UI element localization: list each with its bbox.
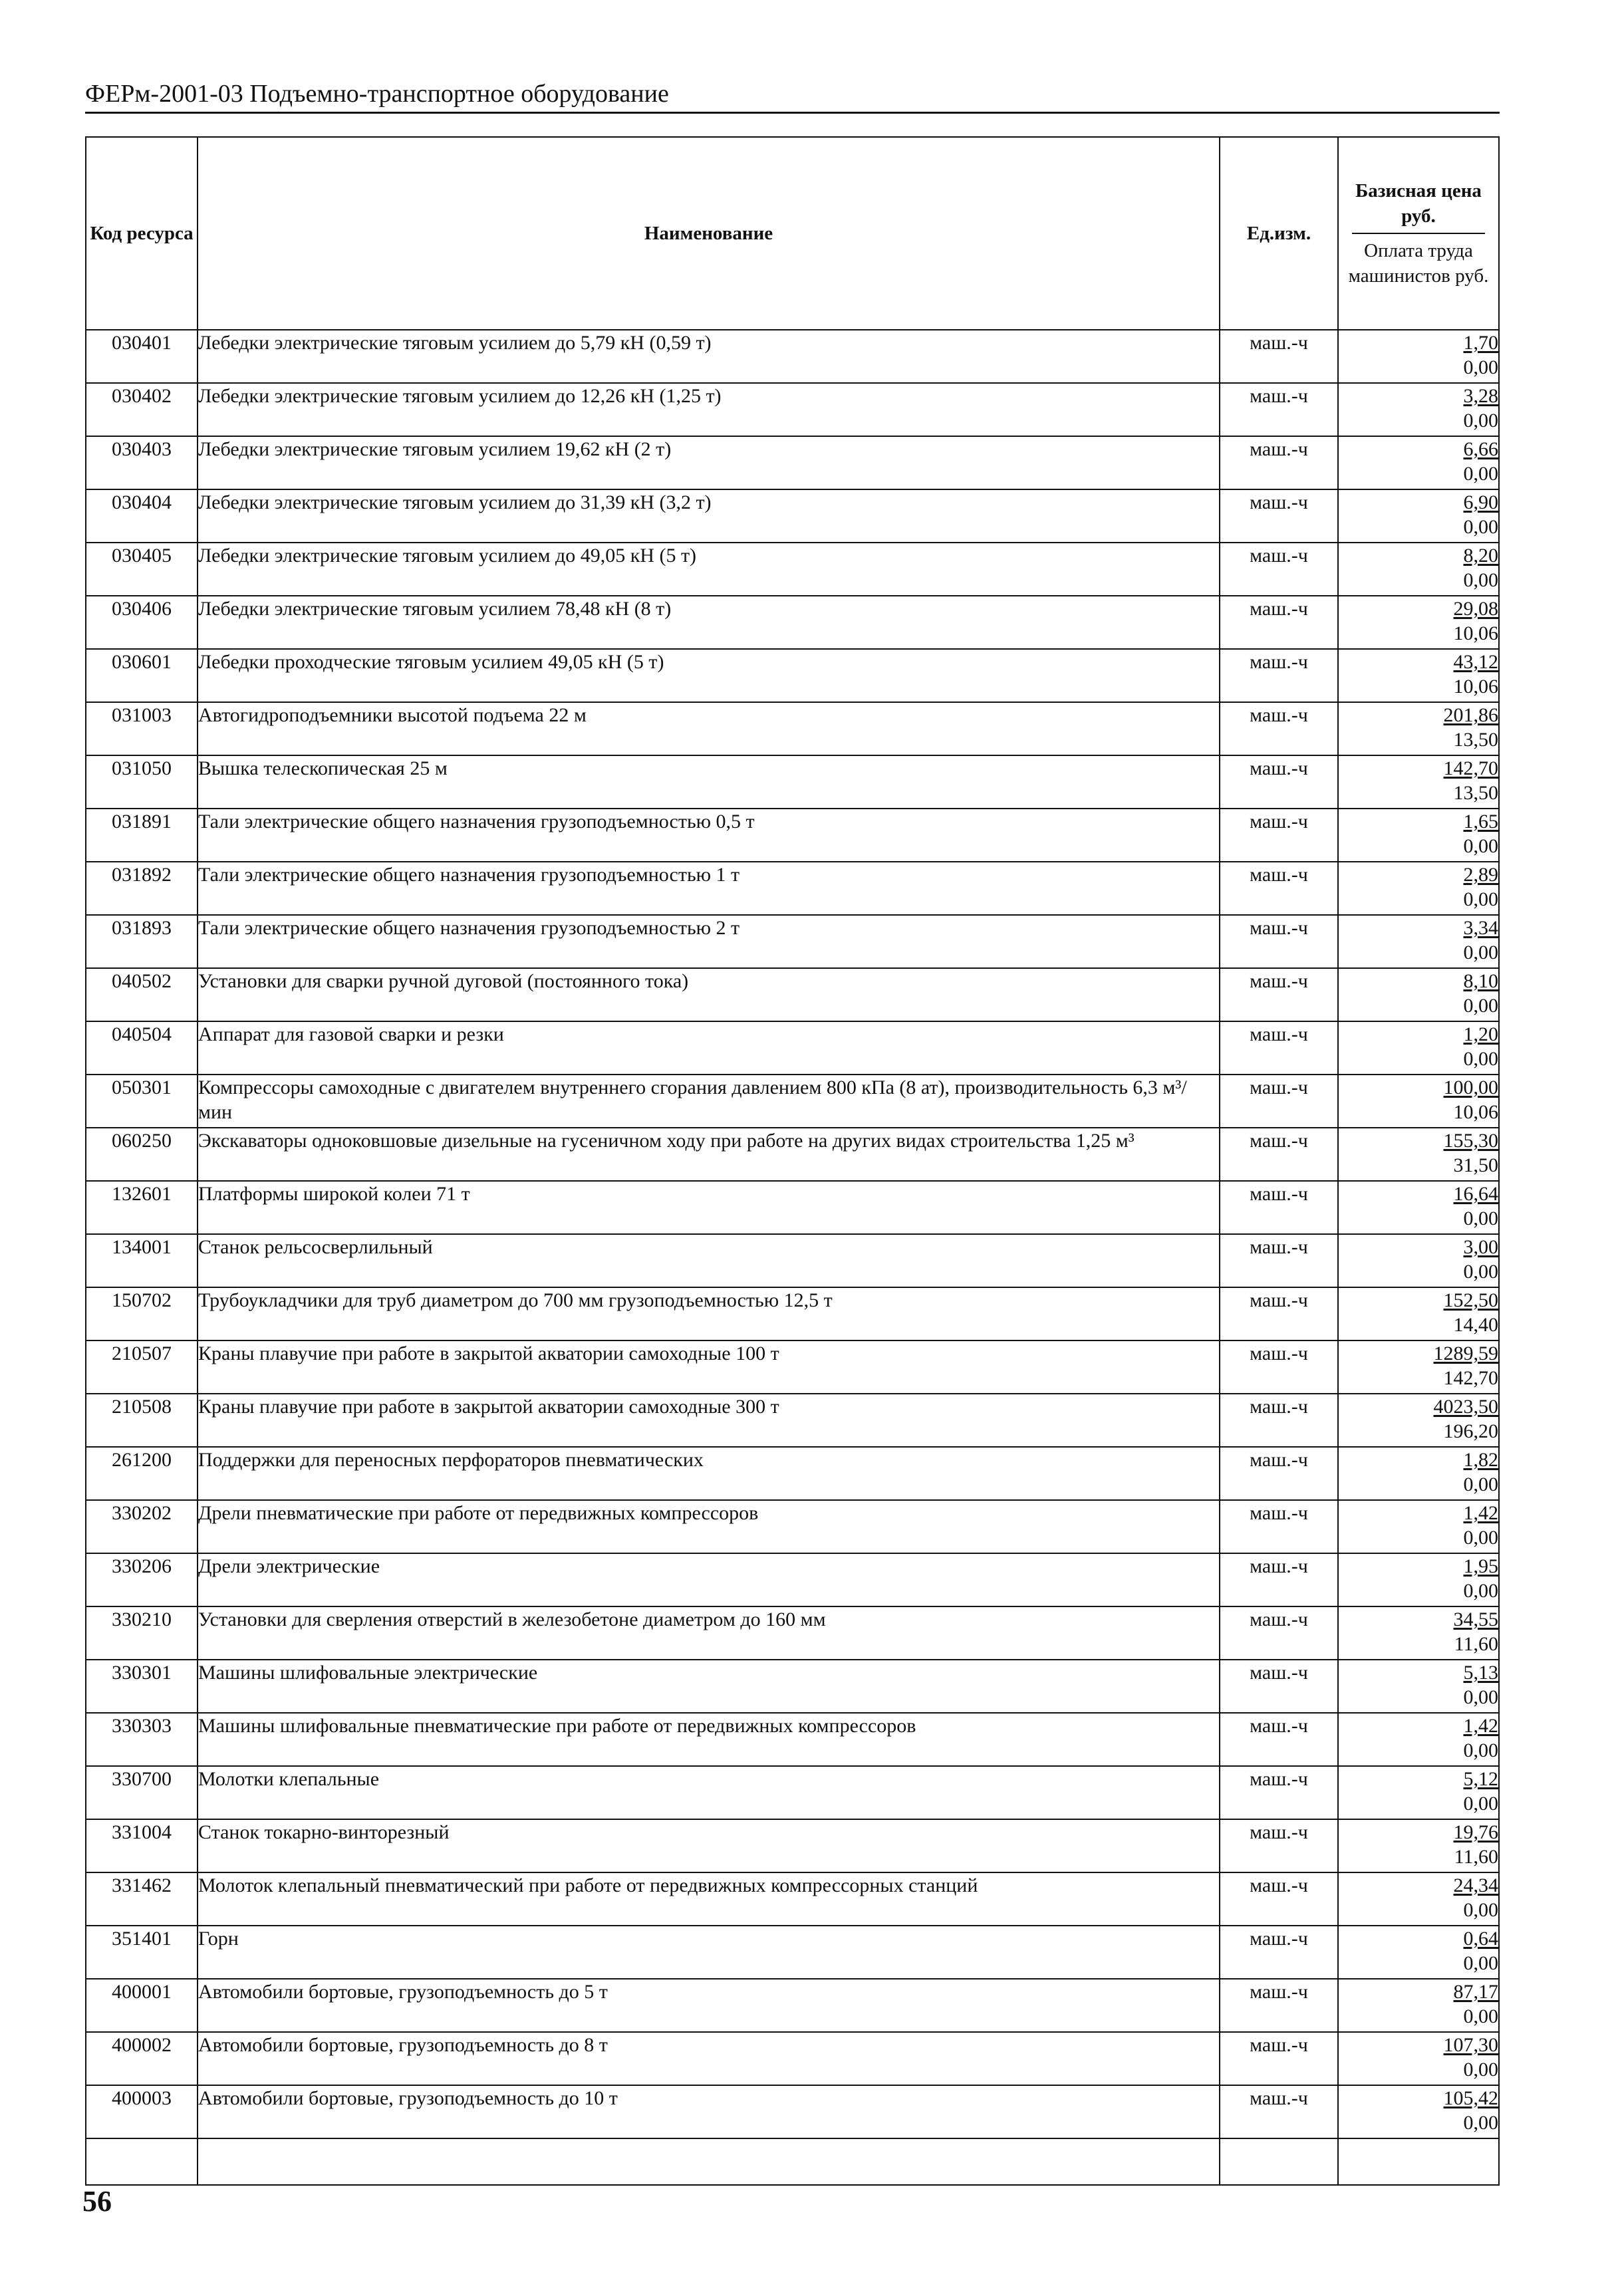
resource-price	[1338, 1606, 1499, 1660]
resource-unit: маш.-ч	[1220, 1553, 1338, 1606]
resource-code: 330206	[86, 1553, 198, 1606]
resource-name: Тали электрические общего назначения грузоподъемностью 2 т	[198, 915, 1220, 968]
resource-name: Тали электрические общего назначения грузоподъемностью 0,5 т	[198, 809, 1220, 862]
resource-code: 330202	[86, 1500, 198, 1553]
table-row	[86, 1234, 1499, 1287]
resource-price	[1338, 1500, 1499, 1553]
resource-unit: маш.-ч	[1220, 330, 1338, 383]
resource-unit: маш.-ч	[1220, 1819, 1338, 1872]
resource-unit: маш.-ч	[1220, 809, 1338, 862]
resource-price	[1338, 1979, 1499, 2032]
resource-code: 031892	[86, 862, 198, 915]
base-price: 155,30	[1443, 1130, 1498, 1152]
resource-code: 400001	[86, 1979, 198, 2032]
resource-unit: маш.-ч	[1220, 1181, 1338, 1234]
document-title: ФЕРм-2001-03 Подъемно-транспортное оборудование	[85, 80, 669, 108]
resource-code: 400002	[86, 2032, 198, 2085]
resource-unit: маш.-ч	[1220, 383, 1338, 436]
operator-labor-cost: 0,00	[1463, 1739, 1498, 1761]
resource-code: 030402	[86, 383, 198, 436]
operator-labor-cost: 142,70	[1443, 1367, 1498, 1389]
operator-labor-cost: 11,60	[1454, 1633, 1498, 1655]
resource-code: 040504	[86, 1021, 198, 1075]
resource-price	[1338, 1553, 1499, 1606]
base-price: 0,64	[1463, 1928, 1498, 1950]
resource-name: Тали электрические общего назначения грузоподъемностью 1 т	[198, 862, 1220, 915]
resource-code: 030401	[86, 330, 198, 383]
table-row	[86, 1181, 1499, 1234]
base-price: 1,42	[1463, 1502, 1498, 1524]
resource-code: 031050	[86, 755, 198, 809]
base-price: 6,66	[1463, 438, 1498, 460]
empty-cell	[1338, 2138, 1499, 2185]
base-price: 19,76	[1453, 1821, 1498, 1843]
resource-price	[1338, 809, 1499, 862]
resource-code: 330700	[86, 1766, 198, 1819]
resource-code: 134001	[86, 1234, 198, 1287]
resource-name: Лебедки электрические тяговым усилием 19,62 кН (2 т)	[198, 436, 1220, 489]
header-divider	[1352, 233, 1485, 234]
resource-name: Автомобили бортовые, грузоподъемность до 10 т	[198, 2085, 1220, 2138]
table-row	[86, 1500, 1499, 1553]
header-labor-cost: Оплата труда машинистов руб.	[1348, 240, 1489, 287]
resource-name: Лебедки электрические тяговым усилием до 49,05 кН (5 т)	[198, 543, 1220, 596]
resource-unit: маш.-ч	[1220, 1872, 1338, 1926]
table-row	[86, 1872, 1499, 1926]
base-price: 29,08	[1453, 598, 1498, 620]
resource-code: 351401	[86, 1926, 198, 1979]
table-row	[86, 1819, 1499, 1872]
empty-cell	[198, 2138, 1220, 2185]
table-row	[86, 1979, 1499, 2032]
base-price: 87,17	[1453, 1981, 1498, 2003]
resource-unit: маш.-ч	[1220, 489, 1338, 543]
resource-name: Дрели электрические	[198, 1553, 1220, 1606]
page-header	[85, 78, 1500, 114]
table-row	[86, 330, 1499, 383]
resource-price	[1338, 1713, 1499, 1766]
base-price: 8,10	[1463, 970, 1498, 992]
resource-name: Машины шлифовальные электрические	[198, 1660, 1220, 1713]
resource-price	[1338, 1766, 1499, 1819]
base-price: 1,65	[1463, 811, 1498, 832]
table-row	[86, 489, 1499, 543]
base-price: 34,55	[1453, 1608, 1498, 1630]
table-row	[86, 915, 1499, 968]
table-row	[86, 1394, 1499, 1447]
resource-price	[1338, 1021, 1499, 1075]
empty-cell	[1220, 2138, 1338, 2185]
base-price: 201,86	[1443, 704, 1498, 726]
resource-price	[1338, 1234, 1499, 1287]
operator-labor-cost: 0,00	[1463, 1952, 1498, 1974]
resource-code: 330303	[86, 1713, 198, 1766]
resource-price	[1338, 1287, 1499, 1340]
operator-labor-cost: 0,00	[1463, 1527, 1498, 1549]
base-price: 16,64	[1453, 1183, 1498, 1205]
resource-price	[1338, 330, 1499, 383]
resource-name: Платформы широкой колеи 71 т	[198, 1181, 1220, 1234]
resource-unit: маш.-ч	[1220, 1287, 1338, 1340]
operator-labor-cost: 196,20	[1443, 1420, 1498, 1442]
operator-labor-cost: 0,00	[1463, 356, 1498, 378]
resource-price	[1338, 1394, 1499, 1447]
resource-name: Горн	[198, 1926, 1220, 1979]
table-row	[86, 968, 1499, 1021]
table-row	[86, 862, 1499, 915]
base-price: 152,50	[1443, 1289, 1498, 1311]
resource-price	[1338, 755, 1499, 809]
base-price: 142,70	[1443, 757, 1498, 779]
resource-unit: маш.-ч	[1220, 702, 1338, 755]
operator-labor-cost: 0,00	[1463, 1793, 1498, 1815]
base-price: 3,34	[1463, 917, 1498, 939]
resource-name: Автомобили бортовые, грузоподъемность до 8 т	[198, 2032, 1220, 2085]
header-price	[1338, 137, 1499, 330]
resource-name: Компрессоры самоходные с двигателем внутреннего сгорания давлением 800 кПа (8 ат), производительность 6,3 м³/мин	[198, 1075, 1220, 1128]
resource-name: Станок токарно-винторезный	[198, 1819, 1220, 1872]
operator-labor-cost: 0,00	[1463, 569, 1498, 591]
table-row	[86, 649, 1499, 702]
table-row	[86, 1287, 1499, 1340]
operator-labor-cost: 0,00	[1463, 463, 1498, 485]
resource-name: Краны плавучие при работе в закрытой акватории самоходные 300 т	[198, 1394, 1220, 1447]
table-row	[86, 1660, 1499, 1713]
resource-unit: маш.-ч	[1220, 436, 1338, 489]
table-header-row	[86, 137, 1499, 330]
resource-code: 030601	[86, 649, 198, 702]
resource-price	[1338, 862, 1499, 915]
resource-unit: маш.-ч	[1220, 596, 1338, 649]
base-price: 105,42	[1443, 2087, 1498, 2109]
base-price: 1,82	[1463, 1449, 1498, 1471]
table-row	[86, 1766, 1499, 1819]
operator-labor-cost: 0,00	[1463, 1261, 1498, 1283]
resource-code: 031893	[86, 915, 198, 968]
operator-labor-cost: 0,00	[1463, 835, 1498, 857]
operator-labor-cost: 0,00	[1463, 410, 1498, 432]
resource-name: Вышка телескопическая 25 м	[198, 755, 1220, 809]
base-price: 1,70	[1463, 332, 1498, 354]
table-row	[86, 1075, 1499, 1128]
operator-labor-cost: 13,50	[1453, 729, 1498, 751]
table-filler-row	[86, 2138, 1499, 2185]
resource-code: 330301	[86, 1660, 198, 1713]
resource-name: Молотки клепальные	[198, 1766, 1220, 1819]
resource-unit: маш.-ч	[1220, 1394, 1338, 1447]
resource-unit: маш.-ч	[1220, 1500, 1338, 1553]
resource-unit: маш.-ч	[1220, 1340, 1338, 1394]
operator-labor-cost: 14,40	[1453, 1314, 1498, 1336]
table-row	[86, 1340, 1499, 1394]
base-price: 1,42	[1463, 1715, 1498, 1737]
table-row	[86, 1128, 1499, 1181]
resource-name: Молоток клепальный пневматический при работе от передвижных компрессорных станций	[198, 1872, 1220, 1926]
resource-price	[1338, 383, 1499, 436]
resource-unit: маш.-ч	[1220, 1128, 1338, 1181]
table-row	[86, 809, 1499, 862]
resource-code: 331004	[86, 1819, 198, 1872]
resource-price	[1338, 436, 1499, 489]
resource-name: Лебедки электрические тяговым усилием 78,48 кН (8 т)	[198, 596, 1220, 649]
resource-code: 210508	[86, 1394, 198, 1447]
resource-price	[1338, 1926, 1499, 1979]
resource-code: 060250	[86, 1128, 198, 1181]
resource-code: 050301	[86, 1075, 198, 1128]
base-price: 5,13	[1463, 1662, 1498, 1684]
resource-code: 210507	[86, 1340, 198, 1394]
resource-unit: маш.-ч	[1220, 543, 1338, 596]
resource-name: Дрели пневматические при работе от передвижных компрессоров	[198, 1500, 1220, 1553]
resource-unit: маш.-ч	[1220, 915, 1338, 968]
operator-labor-cost: 10,06	[1453, 1101, 1498, 1123]
resource-name: Лебедки электрические тяговым усилием до 12,26 кН (1,25 т)	[198, 383, 1220, 436]
base-price: 4023,50	[1433, 1396, 1498, 1418]
table-row	[86, 1713, 1499, 1766]
resource-price	[1338, 1872, 1499, 1926]
base-price: 107,30	[1443, 2034, 1498, 2056]
resource-unit: маш.-ч	[1220, 649, 1338, 702]
resource-code: 040502	[86, 968, 198, 1021]
base-price: 6,90	[1463, 491, 1498, 513]
resource-code: 030406	[86, 596, 198, 649]
table-row	[86, 543, 1499, 596]
table-body	[86, 330, 1499, 2185]
operator-labor-cost: 0,00	[1463, 942, 1498, 963]
operator-labor-cost: 0,00	[1463, 2005, 1498, 2027]
resource-code: 331462	[86, 1872, 198, 1926]
table-row	[86, 1606, 1499, 1660]
resource-unit: маш.-ч	[1220, 1075, 1338, 1128]
resource-unit: маш.-ч	[1220, 1660, 1338, 1713]
base-price: 24,34	[1453, 1874, 1498, 1896]
operator-labor-cost: 0,00	[1463, 1686, 1498, 1708]
resource-price	[1338, 1075, 1499, 1128]
operator-labor-cost: 10,06	[1453, 622, 1498, 644]
table-row	[86, 755, 1499, 809]
resource-price	[1338, 543, 1499, 596]
resource-code: 031891	[86, 809, 198, 862]
resource-table	[85, 136, 1500, 2186]
base-price: 3,28	[1463, 385, 1498, 407]
resource-price	[1338, 489, 1499, 543]
operator-labor-cost: 10,06	[1453, 676, 1498, 698]
resource-code: 261200	[86, 1447, 198, 1500]
resource-price	[1338, 1340, 1499, 1394]
operator-labor-cost: 13,50	[1453, 782, 1498, 804]
resource-name: Установки для сверления отверстий в железобетоне диаметром до 160 мм	[198, 1606, 1220, 1660]
operator-labor-cost: 0,00	[1463, 2112, 1498, 2134]
resource-unit: маш.-ч	[1220, 1447, 1338, 1500]
resource-unit: маш.-ч	[1220, 2032, 1338, 2085]
resource-unit: маш.-ч	[1220, 968, 1338, 1021]
table-row	[86, 436, 1499, 489]
resource-unit: маш.-ч	[1220, 1766, 1338, 1819]
resource-unit: маш.-ч	[1220, 1234, 1338, 1287]
operator-labor-cost: 0,00	[1463, 2059, 1498, 2081]
base-price: 2,89	[1463, 864, 1498, 886]
resource-name: Станок рельсосверлильный	[198, 1234, 1220, 1287]
resource-price	[1338, 1819, 1499, 1872]
operator-labor-cost: 0,00	[1463, 516, 1498, 538]
table-row	[86, 1447, 1499, 1500]
resource-name: Автогидроподъемники высотой подъема 22 м	[198, 702, 1220, 755]
operator-labor-cost: 0,00	[1463, 1473, 1498, 1495]
resource-price	[1338, 1447, 1499, 1500]
resource-name: Трубоукладчики для труб диаметром до 700 мм грузоподъемностью 12,5 т	[198, 1287, 1220, 1340]
operator-labor-cost: 31,50	[1453, 1154, 1498, 1176]
resource-unit: маш.-ч	[1220, 1979, 1338, 2032]
resource-name: Машины шлифовальные пневматические при работе от передвижных компрессоров	[198, 1713, 1220, 1766]
base-price: 1,95	[1463, 1555, 1498, 1577]
resource-price	[1338, 968, 1499, 1021]
resource-name: Лебедки электрические тяговым усилием до 31,39 кН (3,2 т)	[198, 489, 1220, 543]
resource-price	[1338, 1181, 1499, 1234]
resource-unit: маш.-ч	[1220, 1926, 1338, 1979]
resource-name: Аппарат для газовой сварки и резки	[198, 1021, 1220, 1075]
operator-labor-cost: 0,00	[1463, 995, 1498, 1017]
table-row	[86, 702, 1499, 755]
table-row	[86, 2085, 1499, 2138]
operator-labor-cost: 11,60	[1454, 1846, 1498, 1868]
resource-unit: маш.-ч	[1220, 862, 1338, 915]
operator-labor-cost: 0,00	[1463, 1899, 1498, 1921]
operator-labor-cost: 0,00	[1463, 1208, 1498, 1229]
resource-code: 400003	[86, 2085, 198, 2138]
base-price: 8,20	[1463, 545, 1498, 567]
resource-unit: маш.-ч	[1220, 1606, 1338, 1660]
resource-price	[1338, 2032, 1499, 2085]
base-price: 5,12	[1463, 1768, 1498, 1790]
resource-price	[1338, 596, 1499, 649]
resource-price	[1338, 702, 1499, 755]
table-row	[86, 2032, 1499, 2085]
base-price: 100,00	[1443, 1077, 1498, 1098]
base-price: 1,20	[1463, 1023, 1498, 1045]
header-base-price: Базисная цена руб.	[1355, 180, 1482, 227]
resource-unit: маш.-ч	[1220, 1713, 1338, 1766]
resource-code: 030405	[86, 543, 198, 596]
resource-price	[1338, 1128, 1499, 1181]
table-row	[86, 1926, 1499, 1979]
resource-code: 150702	[86, 1287, 198, 1340]
empty-cell	[86, 2138, 198, 2185]
resource-code: 330210	[86, 1606, 198, 1660]
table-row	[86, 596, 1499, 649]
base-price: 3,00	[1463, 1236, 1498, 1258]
resource-price	[1338, 1660, 1499, 1713]
resource-name: Лебедки проходческие тяговым усилием 49,05 кН (5 т)	[198, 649, 1220, 702]
resource-code: 132601	[86, 1181, 198, 1234]
resource-name: Поддержки для переносных перфораторов пневматических	[198, 1447, 1220, 1500]
resource-price	[1338, 649, 1499, 702]
header-code: Код ресурса	[86, 137, 198, 330]
base-price: 43,12	[1453, 651, 1498, 673]
resource-price	[1338, 2085, 1499, 2138]
table-row	[86, 1021, 1499, 1075]
table-row	[86, 383, 1499, 436]
resource-name: Лебедки электрические тяговым усилием до 5,79 кН (0,59 т)	[198, 330, 1220, 383]
base-price: 1289,59	[1433, 1342, 1498, 1364]
operator-labor-cost: 0,00	[1463, 888, 1498, 910]
operator-labor-cost: 0,00	[1463, 1580, 1498, 1602]
resource-price	[1338, 915, 1499, 968]
resource-unit: маш.-ч	[1220, 2085, 1338, 2138]
operator-labor-cost: 0,00	[1463, 1048, 1498, 1070]
resource-code: 030403	[86, 436, 198, 489]
page-number: 56	[82, 2185, 112, 2218]
resource-name: Установки для сварки ручной дуговой (постоянного тока)	[198, 968, 1220, 1021]
table-row	[86, 1553, 1499, 1606]
resource-name: Краны плавучие при работе в закрытой акватории самоходные 100 т	[198, 1340, 1220, 1394]
resource-unit: маш.-ч	[1220, 755, 1338, 809]
resource-name: Экскаваторы одноковшовые дизельные на гусеничном ходу при работе на других видах строительства 1,25 м³	[198, 1128, 1220, 1181]
resource-name: Автомобили бортовые, грузоподъемность до 5 т	[198, 1979, 1220, 2032]
resource-unit: маш.-ч	[1220, 1021, 1338, 1075]
header-name: Наименование	[198, 137, 1220, 330]
header-unit: Ед.изм.	[1220, 137, 1338, 330]
resource-code: 030404	[86, 489, 198, 543]
resource-code: 031003	[86, 702, 198, 755]
